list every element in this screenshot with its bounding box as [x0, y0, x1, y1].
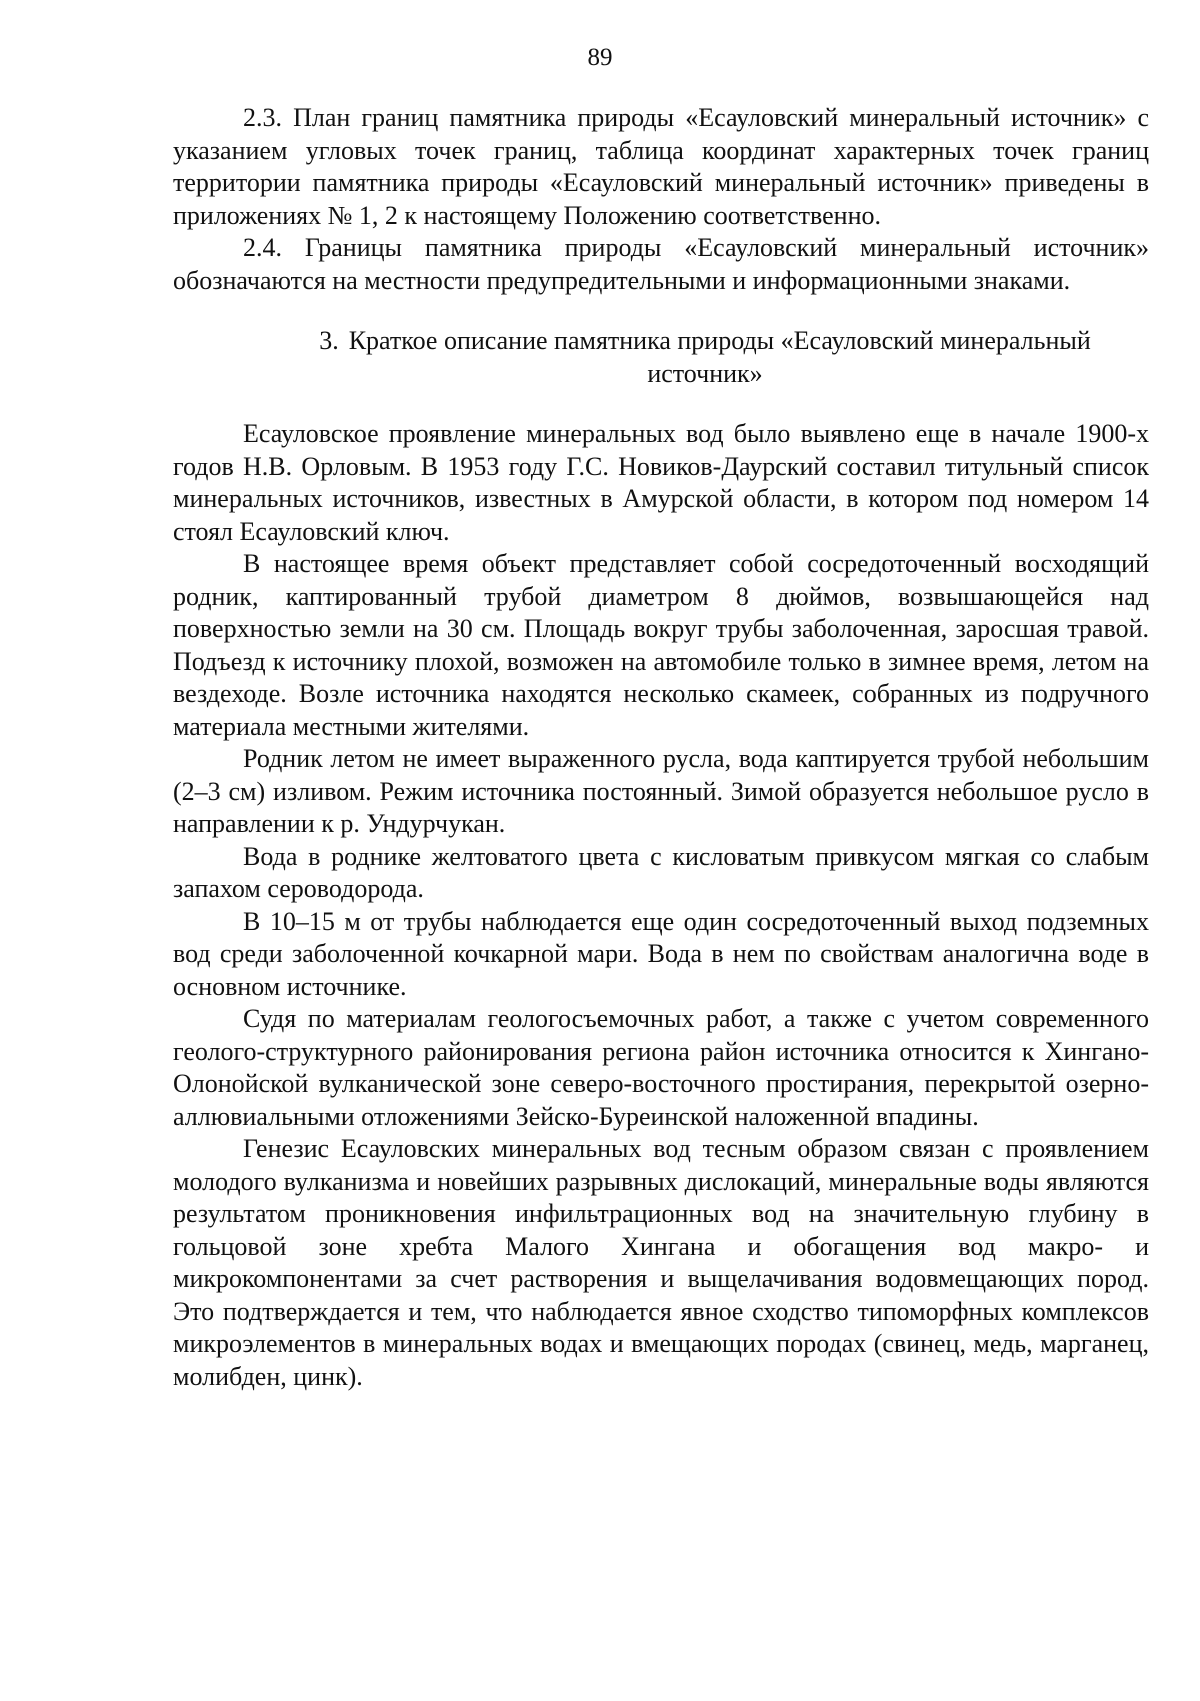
paragraph-water-properties: Вода в роднике желтоватого цвета с кисловатым привкусом мягкая со слабым запахом сероводорода. [173, 841, 1149, 903]
section-title: Краткое описание памятника природы «Есауловский минеральный источник» [348, 326, 1091, 388]
page-number: 89 [587, 44, 613, 71]
paragraph-2-4: 2.4. Границы памятника природы «Есауловский минеральный источник» обозначаются на местности предупредительными и информационными знаками. [173, 233, 1149, 295]
paragraph-second-outlet: В 10–15 м от трубы наблюдается еще один сосредоточенный выход подземных вод среди заболоченной кочкарной мари. Вода в нем по свойствам аналогична воде в основном источнике. [173, 906, 1149, 1001]
paragraph-geology: Судя по материалам геологосъемочных работ, а также с учетом современного геолого-структурного районирования региона район источника относится к Хингано-Олонойской вулканической зоне северо-восточного простирания, перекрытой озерно-аллювиальными отложениями Зейско-Буреинской наложенной впадины. [173, 1004, 1149, 1131]
paragraph-history: Есауловское проявление минеральных вод было выявлено еще в начале 1900-х годов Н.В. Орловым. В 1953 году Г.С. Новиков-Даурский составил титульный список минеральных источников, известных в Амурской области, в котором под номером 14 стоял Есауловский ключ. [173, 419, 1149, 546]
section-heading [173, 325, 1149, 390]
paragraph-2-3: 2.3. План границ памятника природы «Есауловский минеральный источник» с указанием угловых точек границ, таблица координат характерных точек границ территории памятника природы «Есауловский минеральный источник» приведены в приложениях № 1, 2 к настоящему Положению соответственно. [173, 103, 1149, 230]
document-body [173, 102, 1149, 1393]
paragraph-flow-regime: Родник летом не имеет выраженного русла, вода каптируется трубой небольшим (2–3 см) изливом. Режим источника постоянный. Зимой образуется небольшое русло в направлении к р. Ундурчукан. [173, 744, 1149, 838]
paragraph-current-state: В настоящее время объект представляет собой сосредоточенный восходящий родник, каптированный трубой диаметром 8 дюймов, возвышающейся над поверхностью земли на 30 см. Площадь вокруг трубы заболоченная, заросшая травой. Подъезд к источнику плохой, возможен на автомобиле только в зимнее время, летом на вездеходе. Возле источника находятся несколько скамеек, собранных из подручного материала местными жителями. [173, 549, 1149, 741]
paragraph-genesis: Генезис Есауловских минеральных вод тесным образом связан с проявлением молодого вулканизма и новейших разрывных дислокаций, минеральные воды являются результатом проникновения инфильтрационных вод на значительную глубину в гольцовой зоне хребта Малого Хингана и обогащения вод макро- и микрокомпонентами за счет растворения и выщелачивания водовмещающих пород. Это подтверждается и тем, что наблюдается явное сходство типоморфных комплексов микроэлементов в минеральных водах и вмещающих породах (свинец, медь, марганец, молибден, цинк). [173, 1134, 1149, 1391]
section-number: 3. [319, 326, 339, 355]
